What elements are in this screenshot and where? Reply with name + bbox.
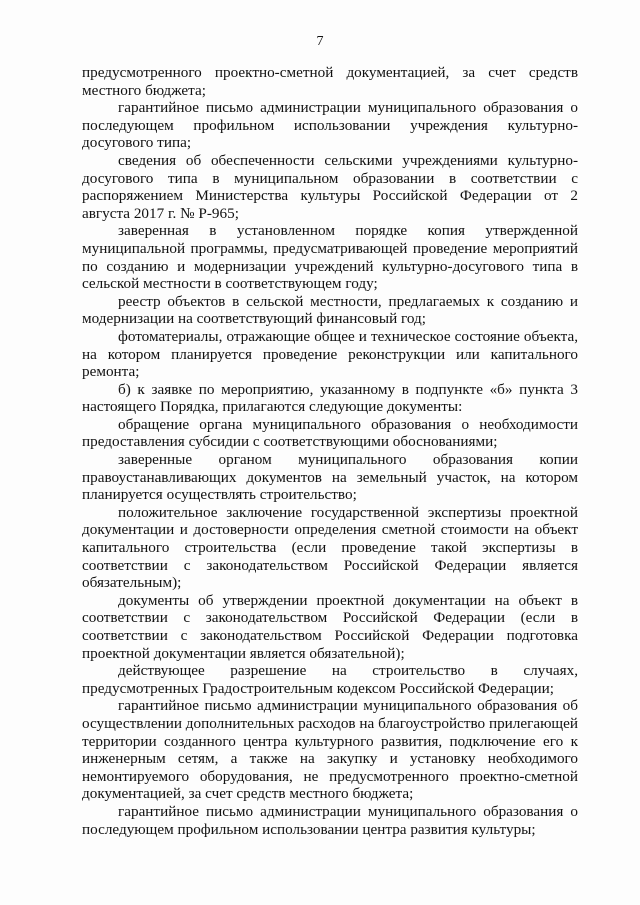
paragraph-3: сведения об обеспеченности сельскими учреждениями культурно-досугового типа в муниципальном образовании в соответствии с распоряжением Министерства культуры Российской Федерации от 2 августа 2017 г. № Р-965; <box>82 151 578 222</box>
paragraph-2: гарантийное письмо администрации муниципального образования о последующем профильном использовании учреждения культурно-досугового типа; <box>82 99 578 152</box>
paragraph-10: положительное заключение государственной экспертизы проектной документации и достоверности определения сметной стоимости на объект капитального строительства (если проведение такой экспертизы в соответствии с законодательством Российской Федерации является обязательным); <box>82 503 578 592</box>
paragraph-8: обращение органа муниципального образования о необходимости предоставления субсидии с соответствующими обоснованиями; <box>82 415 578 451</box>
paragraph-9: заверенные органом муниципального образования копии правоустанавливающих документов на земельный участок, на котором планируется осуществлять строительство; <box>82 451 578 504</box>
document-body <box>82 64 578 838</box>
paragraph-6: фотоматериалы, отражающие общее и техническое состояние объекта, на котором планируется проведение реконструкции или капитального ремонта; <box>82 327 578 381</box>
paragraph-4: заверенная в установленном порядке копия утвержденной муниципальной программы, предусматривающей проведение мероприятий по созданию и модернизации учреждений культурно-досугового типа в сельской местности в соответствующем году; <box>82 222 578 293</box>
paragraph-14: гарантийное письмо администрации муниципального образования о последующем профильном использовании центра развития культуры; <box>82 802 578 838</box>
paragraph-7: б) к заявке по мероприятию, указанному в подпункте «б» пункта 3 настоящего Порядка, прилагаются следующие документы: <box>82 380 578 416</box>
paragraph-5: реестр объектов в сельской местности, предлагаемых к созданию и модернизации на соответствующий финансовый год; <box>82 292 578 328</box>
paragraph-12: действующее разрешение на строительство в случаях, предусмотренных Градостроительным кодексом Российской Федерации; <box>82 662 578 697</box>
page-number: 7 <box>316 34 324 49</box>
paragraph-1: предусмотренного проектно-сметной документацией, за счет средств местного бюджета; <box>82 64 578 99</box>
paragraph-13: гарантийное письмо администрации муниципального образования об осуществлении дополнительных расходов на благоустройство прилегающей территории созданного центра культурного развития, подключение его к инженерным сетям, а также на закупку и установку необходимого немонтируемого оборудования, не предусмотренного проектно-сметной документацией, за счет средств местного бюджета; <box>82 697 578 803</box>
paragraph-11: документы об утверждении проектной документации на объект в соответствии с законодательством Российской Федерации (если в соответствии с законодательством Российской Федерации подготовка проектной документации является обязательной); <box>82 591 578 662</box>
